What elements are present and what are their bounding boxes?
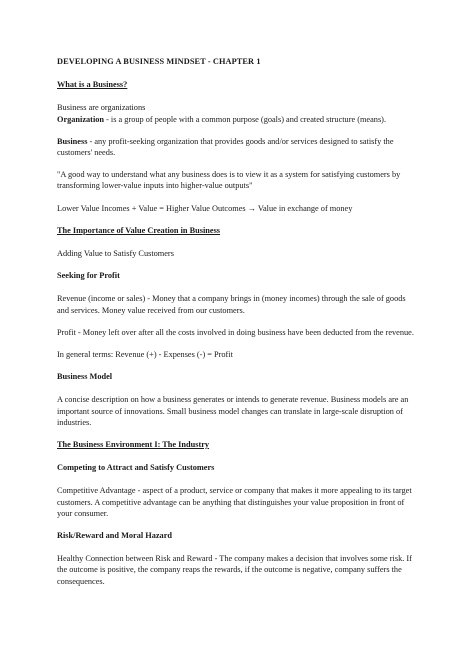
organization-def-text: - is a group of people with a common purpose (goals) and created structure (means). xyxy=(104,114,387,124)
value-equation: Lower Value Incomes + Value = Higher Value Outcomes → Value in exchange of money xyxy=(57,203,353,213)
heading-seeking-profit: Seeking for Profit xyxy=(57,271,120,281)
heading-competing: Competing to Attract and Satisfy Customers xyxy=(57,463,215,473)
heading-risk-reward: Risk/Reward and Moral Hazard xyxy=(57,531,173,541)
risk-reward-text: Healthy Connection between Risk and Reward - The company makes a decision that involves some risk. If the outcome is positive, the company reaps the rewards, if the outcome is negative, company suffers the consequences. xyxy=(57,554,412,586)
business-definition xyxy=(57,136,417,158)
document-title: DEVELOPING A BUSINESS MINDSET - CHAPTER 1 xyxy=(57,57,261,66)
business-def-text: - any profit-seeking organization that provides goods and/or services designed to satisfy the customers' needs. xyxy=(57,136,394,158)
heading-what-is-business: What is a Business? xyxy=(57,80,128,90)
revenue-definition: Revenue (income or sales) - Money that a company brings in (money incomes) through the sale of goods and services. Money value received from our customers. xyxy=(57,294,406,315)
business-are-organizations: Business are organizations xyxy=(57,103,146,113)
organization-term: Organization xyxy=(57,114,105,124)
competitive-advantage-text: Competitive Advantage - aspect of a product, service or company that makes it more appealing to its target customers. A competitive advantage can be anything that distinguishes your value proposition in front of your consumer. xyxy=(57,486,412,518)
heading-value-creation: The Importance of Value Creation in Business xyxy=(57,225,221,235)
business-model-text: A concise description on how a business generates or intends to generate revenue. Business models are an important source of innovations. Small business model changes can translate in large-scale disruption of industries. xyxy=(57,395,409,427)
profit-definition: Profit - Money left over after all the costs involved in doing business have been deducted from the revenue. xyxy=(57,327,414,337)
business-quote: "A good way to understand what any business does is to view it as a system for satisfying customers by transforming lower-value inputs into higher-value outputs" xyxy=(57,170,401,191)
organization-definition xyxy=(57,114,417,125)
document-page xyxy=(57,56,417,598)
adding-value-text: Adding Value to Satisfy Customers xyxy=(57,249,174,259)
business-term: Business xyxy=(57,136,88,146)
heading-business-model: Business Model xyxy=(57,372,113,382)
profit-formula: In general terms: Revenue (+) - Expenses (-) = Profit xyxy=(57,350,233,360)
heading-business-environment: The Business Environment I: The Industry xyxy=(57,440,210,450)
